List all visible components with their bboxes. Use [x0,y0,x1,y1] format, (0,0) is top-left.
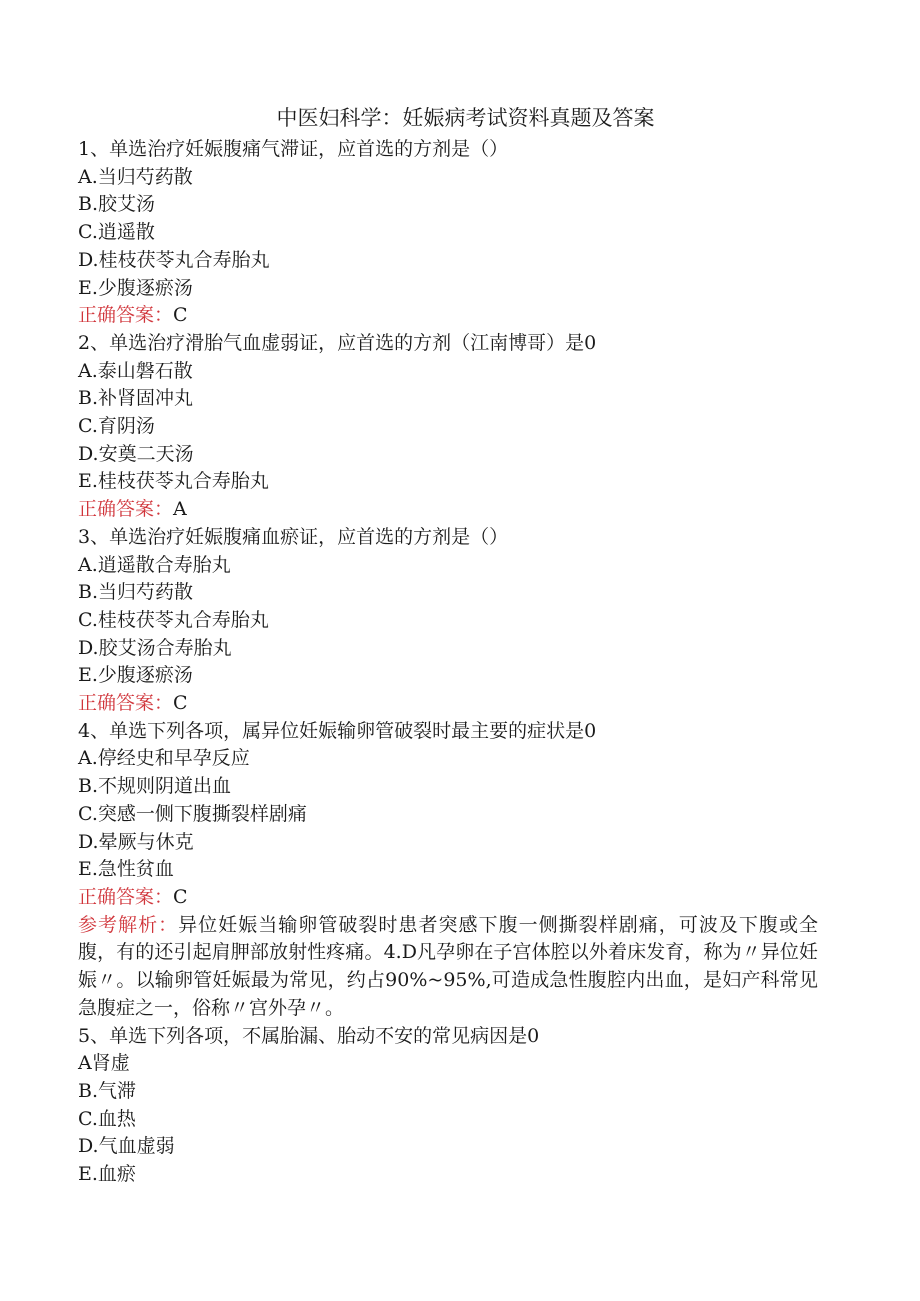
question-stem: 2、单选治疗滑胎气血虚弱证，应首选的方剂（江南博哥）是0 [78,331,597,354]
option-c: C.育阴汤 [78,415,155,438]
option-e: E.少腹逐瘀汤 [78,276,193,299]
answer-line [78,496,823,524]
option-e: E.桂枝茯苓丸合寿胎丸 [78,470,269,493]
option-a: A肾虚 [78,1052,130,1075]
answer-line [78,302,823,330]
question-stem: 5、单选下列各项，不属胎漏、胎动不安的常见病因是0 [78,1024,540,1047]
option-b: B.气滞 [78,1079,137,1102]
option-d: D.气血虚弱 [78,1135,175,1158]
question-5 [78,1023,823,1189]
analysis-paragraph [78,912,818,1023]
question-4 [78,718,823,1023]
answer-label: 正确答案： [78,692,174,715]
option-b: B.胶艾汤 [78,193,156,216]
answer-line [78,690,823,718]
option-a: A.停经史和早孕反应 [78,747,250,770]
option-b: B.补肾固冲丸 [78,387,194,410]
answer-value: C [173,304,188,327]
answer-value: A [173,498,187,521]
answer-label: 正确答案： [78,498,174,521]
option-c: C.血热 [78,1107,136,1130]
answer-label: 正确答案： [78,304,174,327]
option-d: D.晕厥与休克 [78,830,194,853]
option-d: D.安奠二天汤 [78,442,194,465]
option-c: C.突感一侧下腹撕裂样剧痛 [78,802,307,825]
analysis-label: 参考解析： [78,913,179,936]
option-c: C.桂枝茯苓丸合寿胎丸 [78,608,269,631]
option-b: B.当归芍药散 [78,581,194,604]
question-3 [78,524,823,718]
question-stem: 4、单选下列各项，属异位妊娠输卵管破裂时最主要的症状是0 [78,719,597,742]
option-e: E.急性贫血 [78,858,174,881]
option-b: B.不规则阴道出血 [78,775,232,798]
option-c: C.逍遥散 [78,221,155,244]
answer-line [78,884,823,912]
answer-value: C [173,885,188,908]
question-1 [78,136,823,330]
option-e: E.少腹逐瘀汤 [78,664,193,687]
page-title: 中医妇科学：妊娠病考试资料真题及答案 [276,106,655,130]
option-a: A.泰山磐石散 [78,359,193,382]
option-e: E.血瘀 [78,1163,136,1186]
option-a: A.当归芍药散 [78,165,193,188]
option-a: A.逍遥散合寿胎丸 [78,553,231,576]
answer-label: 正确答案： [78,885,174,908]
analysis-text: 异位妊娠当输卵管破裂时患者突感下腹一侧撕裂样剧痛，可波及下腹或全腹，有的还引起肩胛部放射性疼痛。4.D凡孕卵在子宫体腔以外着床发育，称为〃异位妊娠〃。以输卵管妊娠最为常见，约占90%~95%,可造成急性腹腔内出血，是妇产科常见急腹症之一，俗称〃宫外孕〃。 [78,913,818,1019]
question-stem: 3、单选治疗妊娠腹痛血瘀证，应首选的方剂是（） [78,525,509,548]
question-2 [78,330,823,524]
document-page [78,104,823,1189]
option-d: D.胶艾汤合寿胎丸 [78,636,232,659]
answer-value: C [173,692,188,715]
question-stem: 1、单选治疗妊娠腹痛气滞证，应首选的方剂是（） [78,138,509,160]
option-d: D.桂枝茯苓丸合寿胎丸 [78,248,270,271]
